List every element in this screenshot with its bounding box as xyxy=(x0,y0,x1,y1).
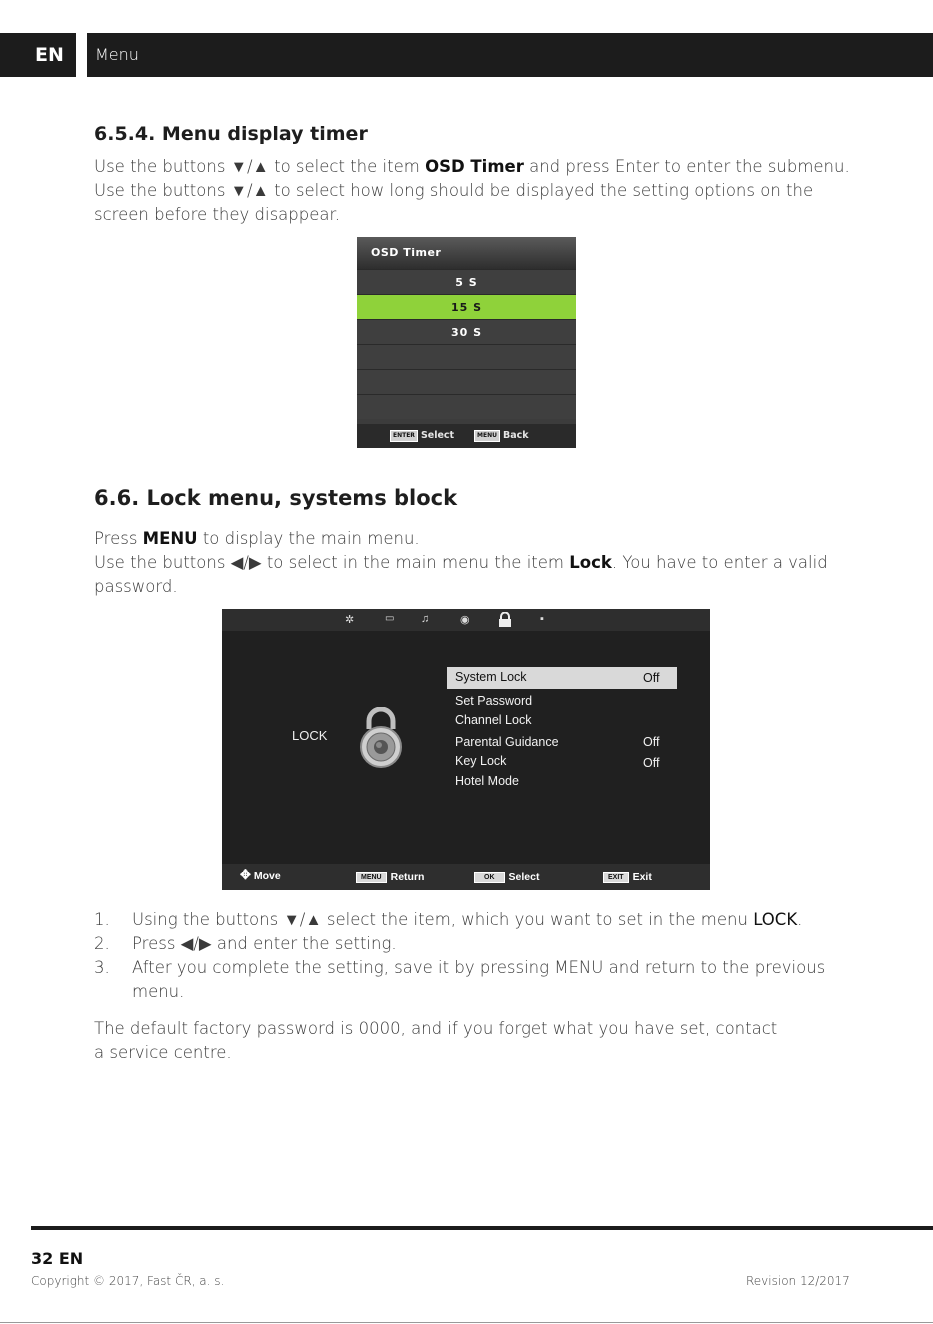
list-text: Press ◀/▶ and enter the setting. xyxy=(132,934,397,953)
osd-footer xyxy=(357,424,576,448)
lock-menu-screenshot xyxy=(222,609,710,890)
osd-timer-screenshot xyxy=(357,237,576,448)
parental-guidance-value: Off xyxy=(643,735,660,749)
exit-key-icon: EXIT xyxy=(603,872,629,883)
lock-title: LOCK xyxy=(292,728,328,743)
bottom-divider xyxy=(0,1322,933,1323)
apps-icon[interactable]: ▪ xyxy=(540,613,544,625)
bold-term: OSD Timer xyxy=(425,157,524,176)
exit-label: Exit xyxy=(632,871,652,883)
bold-term: Lock xyxy=(569,553,612,572)
osd-back-label: Back xyxy=(502,430,529,441)
list-text-continued: menu. xyxy=(132,982,185,1001)
list-number: 3. xyxy=(94,958,110,977)
heading-lock-menu: 6.6. Lock menu, systems block xyxy=(94,486,458,510)
footer-divider xyxy=(31,1226,933,1230)
list-text: After you complete the setting, save it by pressing MENU and return to the previous xyxy=(132,958,826,977)
system-lock-value: Off xyxy=(643,671,660,685)
text-run: Press xyxy=(94,529,143,548)
list-number: 1. xyxy=(94,910,110,929)
paragraph-line: password. xyxy=(94,577,178,596)
exit-hint xyxy=(603,871,652,883)
text-run: . xyxy=(797,910,803,929)
bold-term: LOCK xyxy=(753,910,798,929)
osd-select-hint xyxy=(390,424,454,448)
paragraph-line: screen before they disappear. xyxy=(94,205,341,224)
osd-select-label: Select xyxy=(420,430,455,441)
text-run: Using the buttons ▼/▲ select the item, which you want to set in the menu xyxy=(132,910,754,929)
menu-item-key-lock[interactable]: Key Lock xyxy=(455,754,507,768)
page-number: 32 EN xyxy=(31,1249,84,1268)
menu-item-channel-lock[interactable]: Channel Lock xyxy=(455,713,532,727)
menu-item-hotel-mode[interactable]: Hotel Mode xyxy=(455,774,519,788)
osd-option[interactable]: 30 S xyxy=(357,319,576,344)
osd-empty-row xyxy=(357,369,576,394)
select-hint xyxy=(474,871,539,883)
list-item xyxy=(94,956,854,1004)
text-run: Use the buttons ▼/▲ to select the item xyxy=(94,157,426,176)
osd-empty-row xyxy=(357,344,576,369)
enter-key-icon: ENTER xyxy=(390,430,418,442)
menu-item-set-password[interactable]: Set Password xyxy=(455,694,533,708)
tv-footer xyxy=(222,864,710,890)
osd-option-selected[interactable]: 15 S xyxy=(357,294,576,319)
text-run: and press Enter to enter the submenu. xyxy=(523,157,850,176)
osd-option[interactable]: 5 S xyxy=(357,269,576,294)
main-menu-bar xyxy=(222,609,710,631)
osd-empty-row xyxy=(357,394,576,419)
lock-icon[interactable] xyxy=(498,612,512,627)
list-number: 2. xyxy=(94,934,110,953)
menu-item-parental-guidance[interactable]: Parental Guidance xyxy=(455,735,559,749)
arrows-icon: ✥ xyxy=(240,867,251,882)
note-line: a service centre. xyxy=(94,1043,232,1062)
display-icon[interactable]: ▭ xyxy=(385,613,395,624)
paragraph-line xyxy=(94,527,854,551)
copyright: Copyright © 2017, Fast ČR, a. s. xyxy=(31,1274,225,1288)
text-run: to display the main menu. xyxy=(197,529,420,548)
list-item xyxy=(94,908,854,932)
padlock-icon xyxy=(355,707,407,769)
list-item xyxy=(94,932,854,956)
revision: Revision 12/2017 xyxy=(746,1274,850,1288)
osd-title: OSD Timer xyxy=(357,237,576,269)
music-note-icon[interactable]: ♫ xyxy=(421,613,430,625)
settings-icon[interactable]: ✲ xyxy=(345,614,355,626)
ok-key-icon: OK xyxy=(474,872,505,883)
move-hint xyxy=(240,867,281,883)
heading-menu-display-timer: 6.5.4. Menu display timer xyxy=(94,123,368,145)
paragraph-line xyxy=(94,155,854,179)
menu-key-icon: MENU xyxy=(356,872,387,883)
paragraph-line xyxy=(94,551,854,575)
select-label: Select xyxy=(508,871,540,883)
language-tab xyxy=(0,33,76,77)
paragraph-line: Use the buttons ▼/▲ to select how long should be displayed the setting options on the xyxy=(94,181,814,200)
osd-back-hint xyxy=(474,424,529,448)
language-label: EN xyxy=(35,44,64,66)
note-line: The default factory password is 0000, and if you forget what you have set, contact xyxy=(94,1019,778,1038)
page-header xyxy=(0,33,933,77)
menu-item-system-lock[interactable]: System Lock xyxy=(455,670,527,684)
timer-icon[interactable]: ◉ xyxy=(460,614,470,626)
section-title: Menu xyxy=(95,45,139,64)
list-text xyxy=(132,908,852,932)
bold-term: MENU xyxy=(142,529,198,548)
menu-key-icon: MENU xyxy=(474,430,500,442)
section-title-bar xyxy=(87,33,933,77)
text-run: Use the buttons ◀/▶ to select in the main menu the item xyxy=(94,553,570,572)
return-hint xyxy=(356,871,424,883)
key-lock-value: Off xyxy=(643,756,660,770)
return-label: Return xyxy=(390,871,425,883)
text-run: . You have to enter a valid xyxy=(611,553,828,572)
move-label: Move xyxy=(253,870,281,882)
